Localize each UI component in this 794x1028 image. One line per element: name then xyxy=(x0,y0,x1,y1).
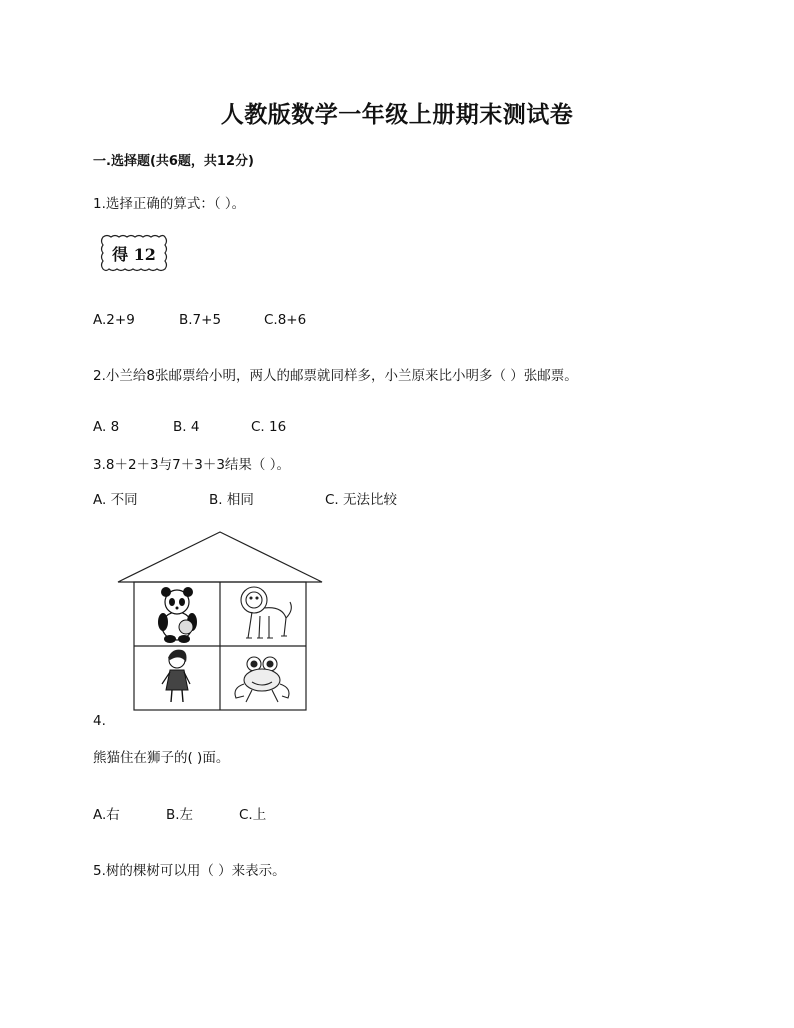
question-4-number: 4. xyxy=(93,713,106,729)
question-1-option-a: A.2+9 xyxy=(93,312,135,328)
frog-icon xyxy=(235,657,289,702)
question-2-option-b: B. 4 xyxy=(173,419,200,435)
stamp-text: 得 12 xyxy=(112,244,156,264)
girl-icon xyxy=(162,650,190,702)
lion-icon xyxy=(241,587,291,638)
question-2-option-c: C. 16 xyxy=(251,419,287,435)
question-4-house-picture xyxy=(114,530,326,718)
question-2-stem: 2.小兰给8张邮票给小明，两人的邮票就同样多，小兰原来比小明多（ ）张邮票。 xyxy=(93,368,578,384)
page-title: 人教版数学一年级上册期末测试卷 xyxy=(220,101,574,128)
question-3-option-a: A. 不同 xyxy=(93,492,138,508)
question-4-stem: 熊猫住在狮子的( )面。 xyxy=(93,750,230,766)
question-2-option-a: A. 8 xyxy=(93,419,120,435)
question-1-stem: 1.选择正确的算式：（ ）。 xyxy=(93,196,246,212)
question-3-stem: 3.8＋2＋3与7＋3＋3结果（ ）。 xyxy=(93,457,290,473)
question-4-option-a: A.右 xyxy=(93,807,120,823)
question-3-option-b: B. 相同 xyxy=(209,492,254,508)
panda-icon xyxy=(158,587,197,643)
question-1-stamp xyxy=(99,233,169,277)
question-4-option-c: C.上 xyxy=(239,807,267,823)
question-1-option-b: B.7+5 xyxy=(179,312,222,328)
question-1-option-c: C.8+6 xyxy=(264,312,307,328)
question-3-option-c: C. 无法比较 xyxy=(325,492,398,508)
question-5-stem: 5.树的棵树可以用（ ）来表示。 xyxy=(93,863,286,879)
section-heading: 一.选择题(共6题，共12分) xyxy=(93,154,254,169)
question-4-option-b: B.左 xyxy=(166,807,194,823)
